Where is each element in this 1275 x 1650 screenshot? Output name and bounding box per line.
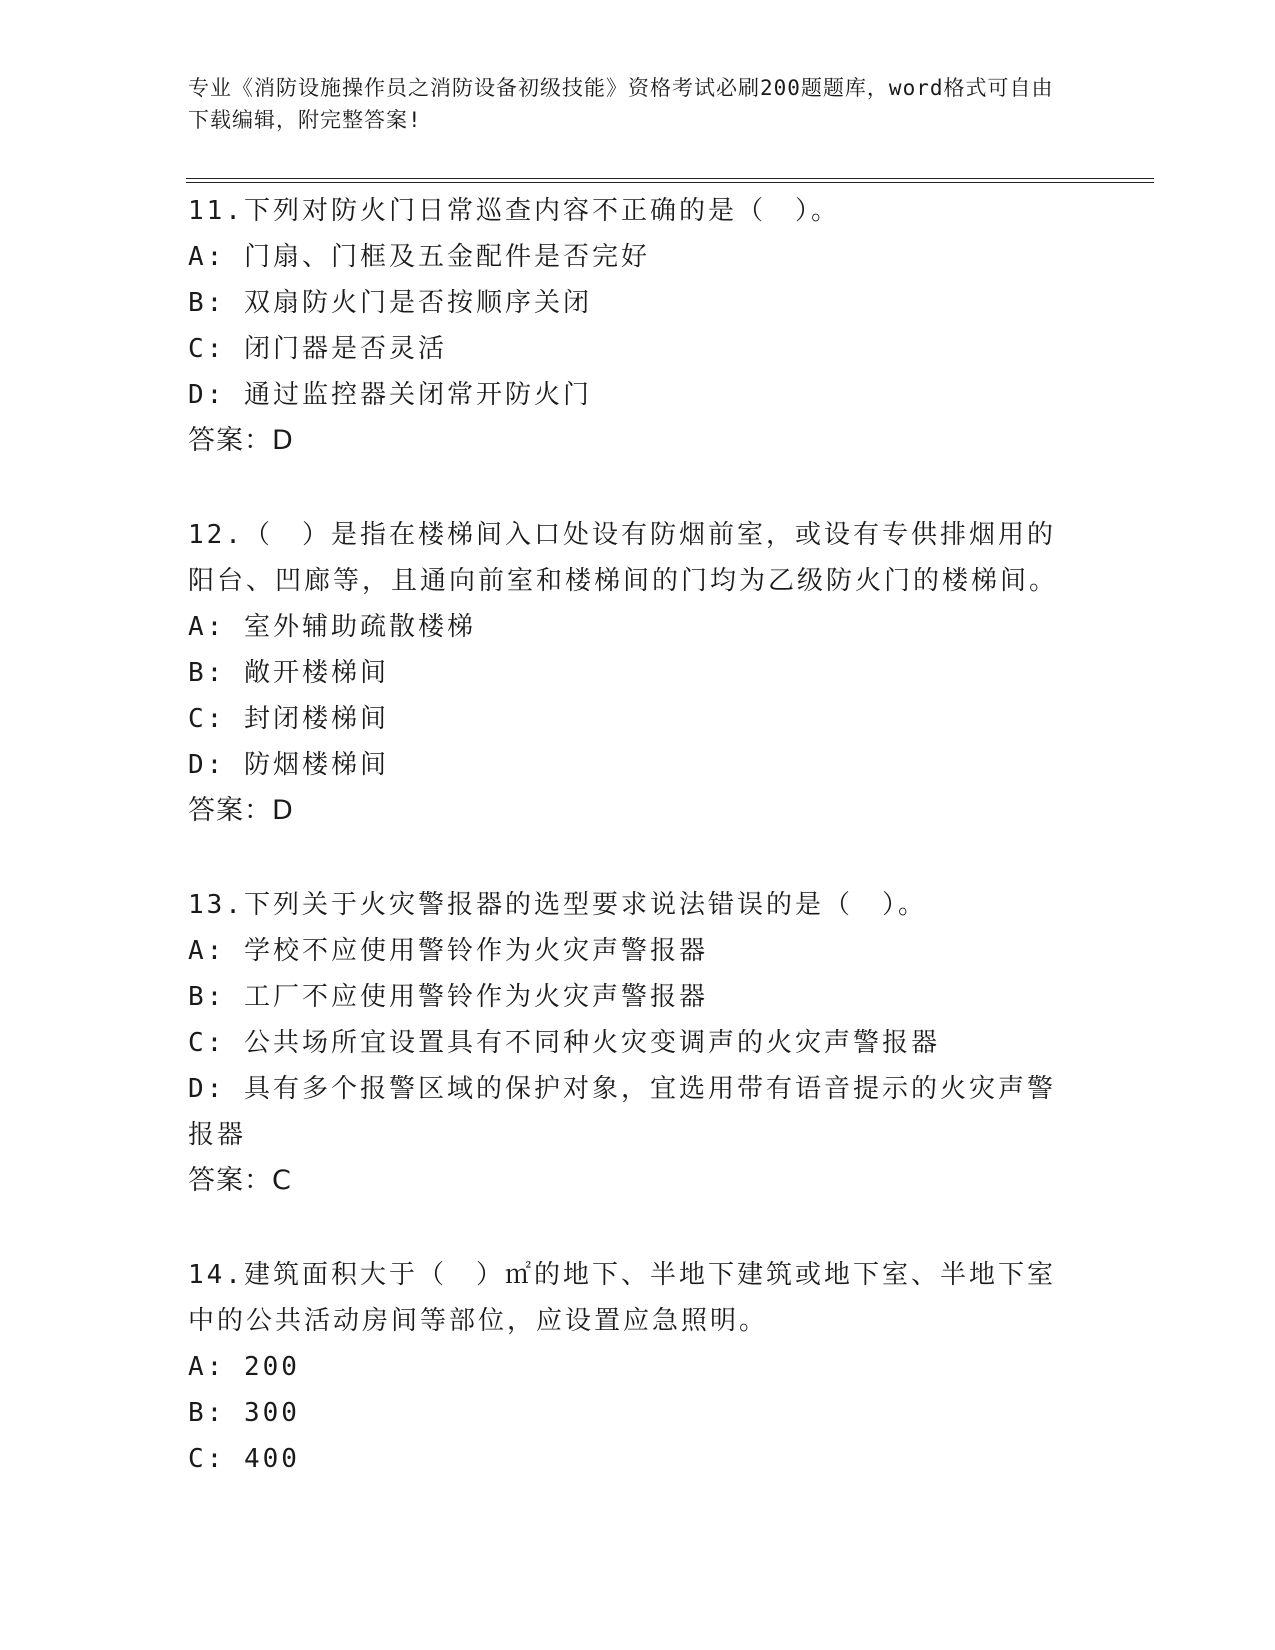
option-c: C: 闭门器是否灵活	[188, 334, 447, 364]
question-stem: 12.（ ）是指在楼梯间入口处设有防烟前室，或设有专供排烟用的阳台、凹廊等，且通向前室和楼梯间的门均为乙级防火门的楼梯间。	[188, 520, 1059, 596]
option-d: D: 防烟楼梯间	[188, 750, 389, 780]
question-stem: 14.建筑面积大于（ ）㎡的地下、半地下建筑或地下室、半地下室中的公共活动房间等部位，应设置应急照明。	[188, 1260, 1056, 1336]
option-a: A: 门扇、门框及五金配件是否完好	[188, 242, 650, 272]
document-header: 专业《消防设施操作员之消防设备初级技能》资格考试必刷200题题库，word格式可自由下载编辑，附完整答案!	[188, 76, 1054, 132]
option-d: D: 具有多个报警区域的保护对象，宜选用带有语音提示的火灾声警报器	[188, 1074, 1056, 1150]
option-b: B: 敞开楼梯间	[188, 658, 389, 688]
question-12	[188, 512, 1078, 834]
question-11	[188, 188, 1078, 464]
answer: 答案：D	[188, 795, 294, 826]
option-c: C: 封闭楼梯间	[188, 704, 389, 734]
question-list	[188, 188, 1078, 1530]
question-stem: 11.下列对防火门日常巡查内容不正确的是（ ）。	[188, 196, 840, 226]
question-14	[188, 1252, 1078, 1482]
header-divider-secondary	[186, 182, 1154, 183]
option-a: A: 学校不应使用警铃作为火灾声警报器	[188, 936, 708, 966]
option-a: A: 200	[188, 1352, 300, 1382]
option-b: B: 工厂不应使用警铃作为火灾声警报器	[188, 982, 708, 1012]
answer: 答案：C	[188, 1165, 292, 1196]
option-c: C: 400	[188, 1444, 300, 1474]
answer: 答案：D	[188, 425, 294, 456]
question-13	[188, 882, 1078, 1204]
option-d: D: 通过监控器关闭常开防火门	[188, 380, 592, 410]
option-b: B: 双扇防火门是否按顺序关闭	[188, 288, 592, 318]
header-divider	[186, 178, 1154, 179]
option-c: C: 公共场所宜设置具有不同种火灾变调声的火灾声警报器	[188, 1028, 940, 1058]
option-b: B: 300	[188, 1398, 300, 1428]
question-stem: 13.下列关于火灾警报器的选型要求说法错误的是（ ）。	[188, 890, 927, 920]
option-a: A: 室外辅助疏散楼梯	[188, 612, 476, 642]
